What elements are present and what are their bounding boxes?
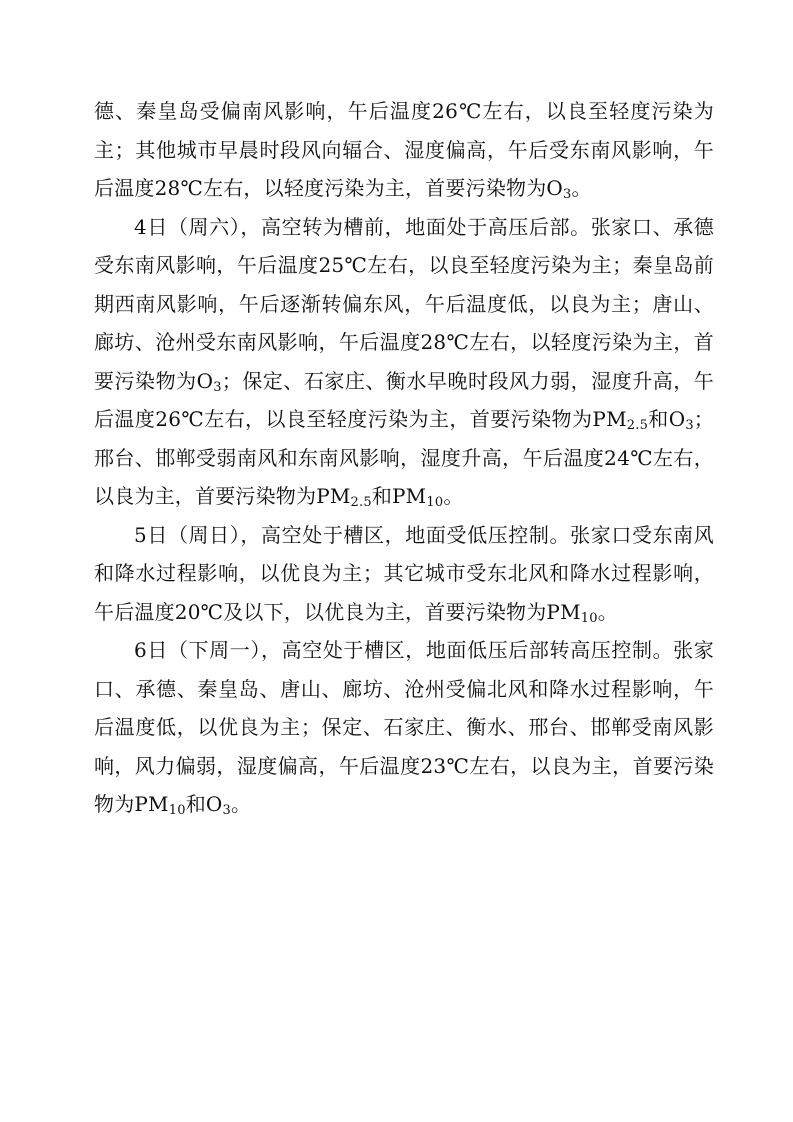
- subscript-text: 3: [563, 187, 572, 202]
- paragraph-text: ；保定、石家庄、衡水早晚时段风力弱，湿度升高，午后温度26℃左右，以良至轻度污染为主，首要污染物为PM: [94, 368, 714, 431]
- forecast-paragraph-day-5: [94, 516, 714, 632]
- paragraph-text: 6日（下周一），高空处于槽区，地面低压后部转高压控制。张家口、承德、秦皇岛、唐山、廊坊、沧州受偏北风和降水过程影响，午后温度低，以优良为主；保定、石家庄、衡水、邢台、邯郸受南风影响，风力偏弱，湿度偏高，午后温度23℃左右，以良为主，首要污染物为PM: [94, 638, 714, 816]
- paragraph-text: 和PM: [371, 484, 427, 508]
- forecast-paragraph-day-4: [94, 208, 714, 516]
- paragraph-text: 4日（周六），高空转为槽前，地面处于高压后部。张家口、承德受东南风影响，午后温度25℃左右，以良至轻度污染为主；秦皇岛前期西南风影响，午后逐渐转偏东风，午后温度低，以良为主；唐山、廊坊、沧州受东南风影响，午后温度28℃左右，以轻度污染为主，首要污染物为O: [94, 214, 714, 393]
- paragraph-text: ；邢台、邯郸受弱南风和东南风影响，湿度升高，午后温度24℃左右，以良为主，首要污染物为PM: [94, 407, 714, 508]
- subscript-text: 10: [580, 610, 598, 626]
- subscript-text: 2.5: [626, 418, 649, 433]
- paragraph-text: 5日（周日），高空处于槽区，地面受低压控制。张家口受东南风和降水过程影响，以优良为主；其它城市受东北风和降水过程影响，午后温度20℃及以下，以优良为主，首要污染物为PM: [94, 522, 714, 624]
- subscript-text: 3: [222, 803, 231, 818]
- paragraph-text: 和O: [648, 407, 686, 431]
- subscript-text: 10: [168, 803, 186, 818]
- subscript-text: 3: [685, 418, 694, 433]
- subscript-text: 2.5: [350, 495, 372, 510]
- paragraph-text: 。: [571, 176, 592, 200]
- paragraph-text: 。: [443, 484, 464, 508]
- paragraph-text: 和O: [185, 792, 223, 816]
- paragraph-text: 。: [597, 599, 618, 624]
- paragraph-text: 德、秦皇岛受偏南风影响，午后温度26℃左右，以良至轻度污染为主；其他城市早晨时段风向辐合、湿度偏高，午后受东南风影响，午后温度28℃左右，以轻度污染为主，首要污染物为O: [94, 99, 714, 200]
- forecast-paragraph-day-6: [94, 631, 714, 824]
- document-body: [94, 92, 714, 824]
- subscript-text: 10: [426, 495, 444, 510]
- subscript-text: 3: [213, 379, 222, 395]
- forecast-paragraph-continued: [94, 92, 714, 208]
- paragraph-text: 。: [230, 792, 252, 816]
